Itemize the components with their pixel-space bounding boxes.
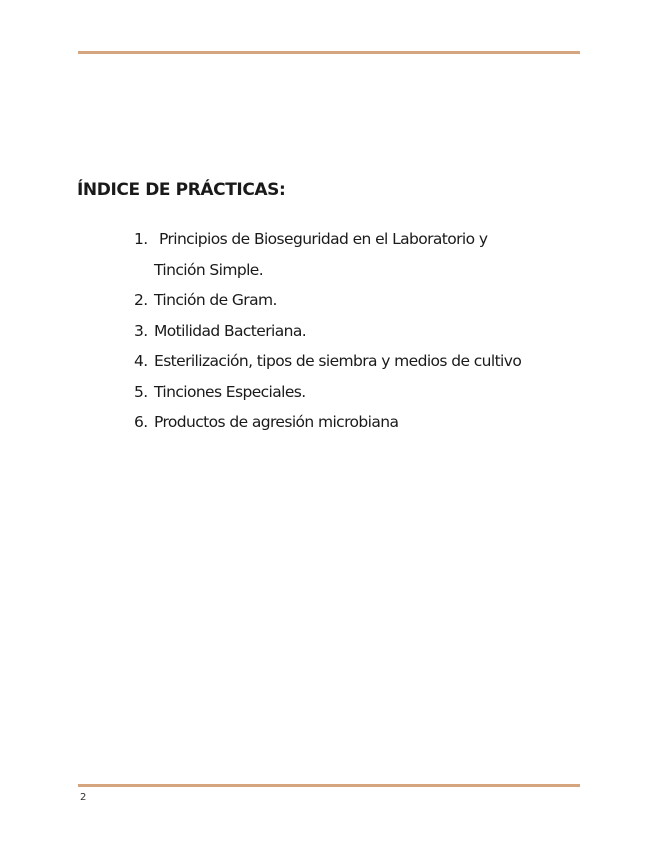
list-item [134,377,574,408]
list-item [134,316,574,347]
practice-index-list [134,224,574,438]
list-item-text: Tinción de Gram. [154,291,277,309]
list-item-text: Esterilización, tipos de siembra y medios de cultivo [154,352,522,370]
list-item-text-line: Tinción Simple. [154,260,264,279]
header-rule [78,51,580,54]
list-item-number: 3. [134,321,148,340]
list-item-text: Motilidad Bacteriana. [154,321,307,340]
list-item-text: Tinciones Especiales. [154,382,306,401]
footer-rule [78,784,580,787]
list-item [134,346,574,377]
list-item-number: 1. [134,230,148,248]
list-item-number: 5. [134,382,148,401]
list-item-number: 6. [134,413,148,431]
list-item-text: Productos de agresión microbiana [154,413,399,431]
list-item-text-line: Principios de Bioseguridad en el Laboratorio y [159,230,488,248]
list-item [134,407,574,438]
list-item-text [154,224,529,285]
list-item [134,285,574,316]
list-item-number: 2. [134,291,148,309]
index-heading: ÍNDICE DE PRÁCTICAS: [77,180,286,200]
page-number: 2 [80,792,87,803]
list-item-number: 4. [134,352,148,370]
list-item [134,224,574,285]
